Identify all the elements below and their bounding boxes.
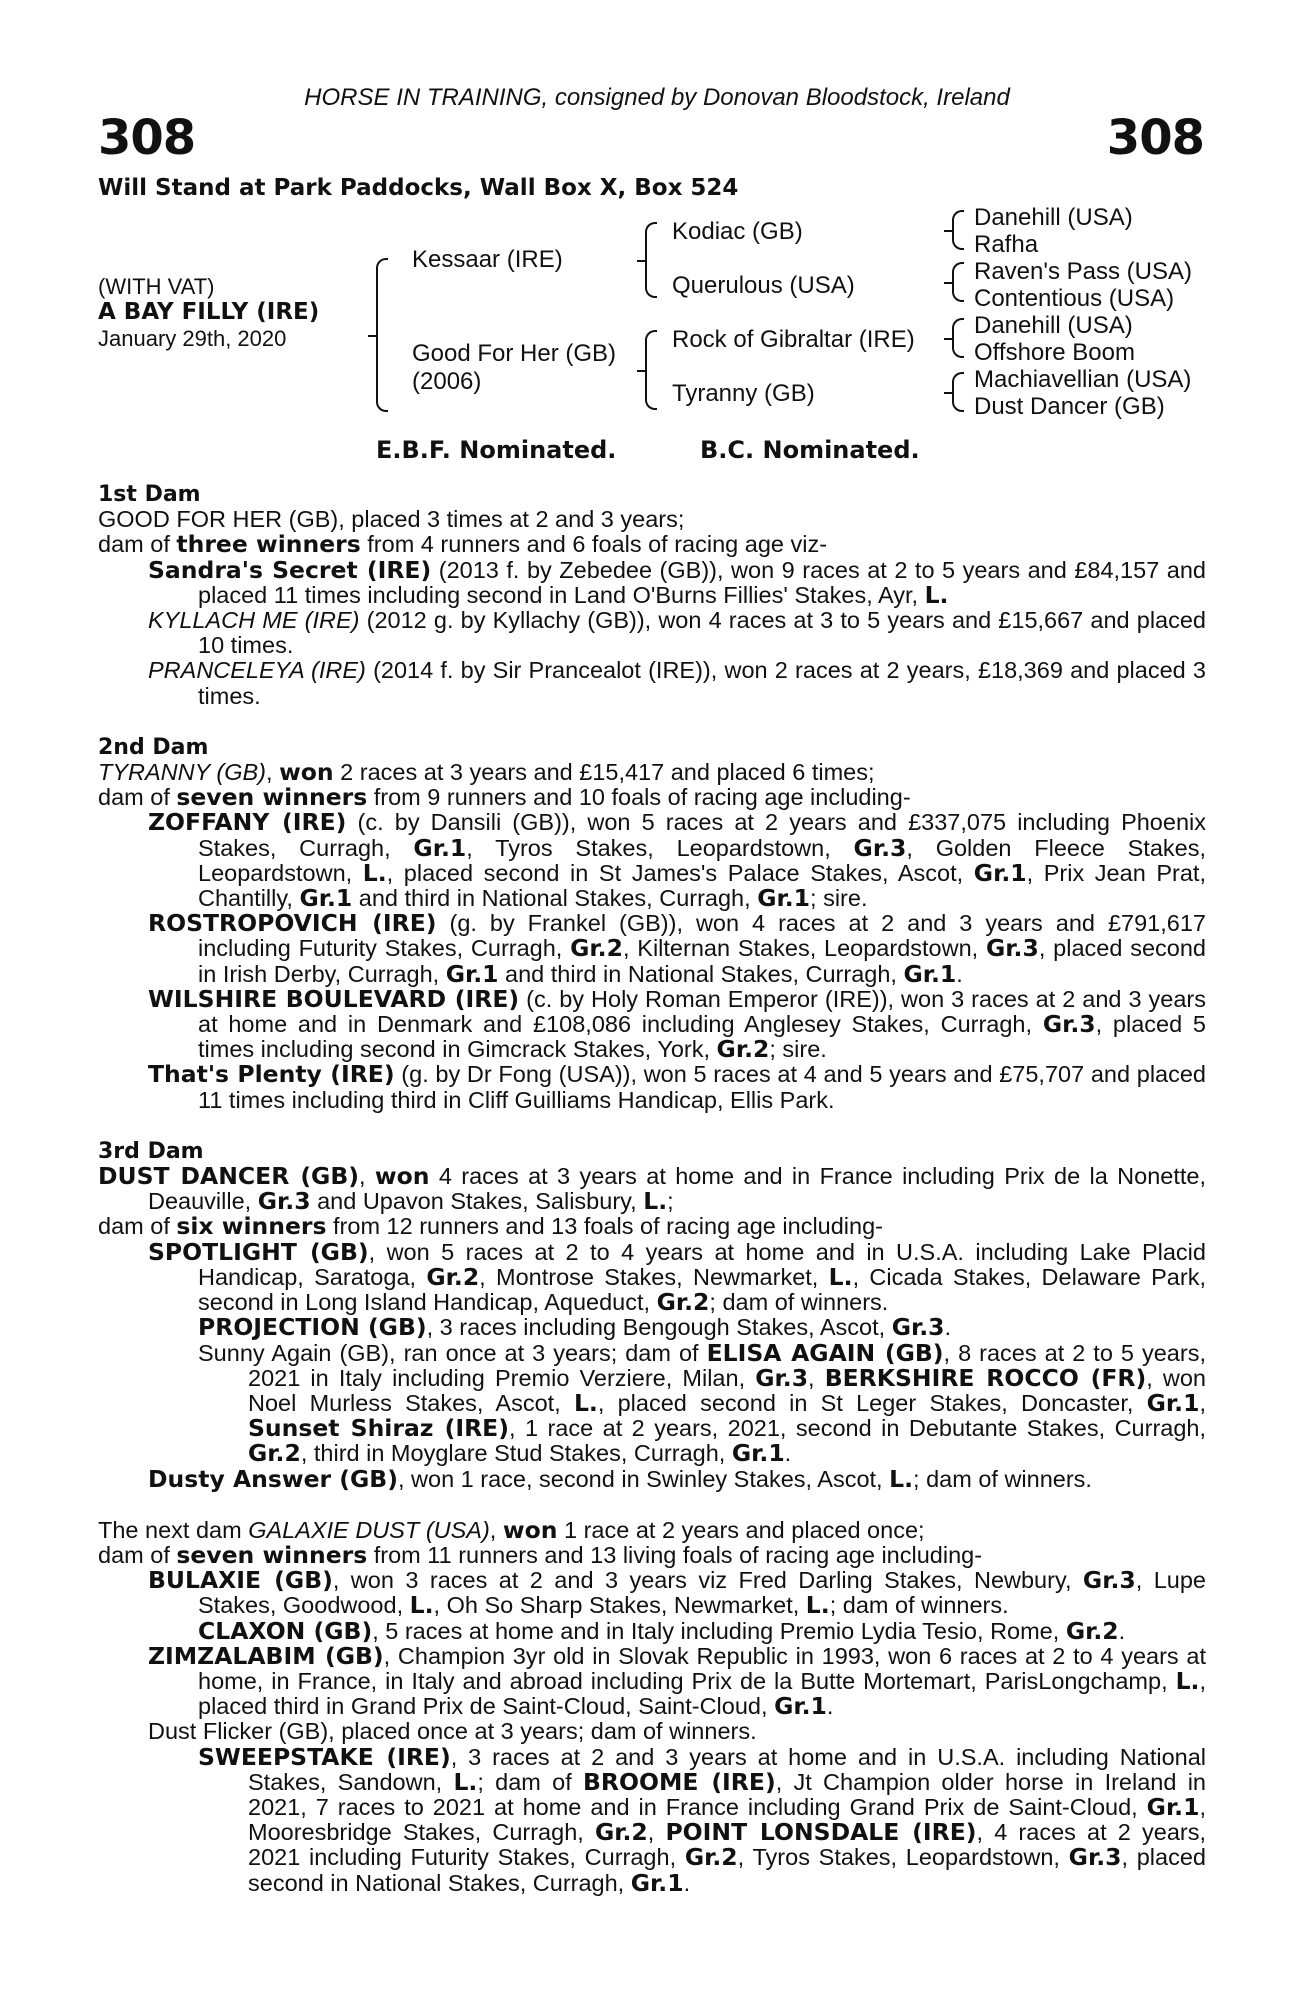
bc-nomination: B.C. Nominated. — [700, 436, 920, 464]
horse-name: A BAY FILLY (IRE) — [98, 299, 320, 325]
produce-entry: That's Plenty (IRE) (g. by Dr Fong (USA)), won 5 races at 4 and 5 years and £75,707 and placed 11 times including third in Cliff Guilliams Handicap, Ellis Park. — [148, 1060, 1206, 1113]
pedigree-dam-sire: Rock of Gibraltar (IRE) — [672, 326, 915, 353]
first-dam-heading: 1st Dam — [98, 482, 201, 507]
pedigree-dam-year: (2006) — [412, 368, 482, 395]
produce-entry: Sandra's Secret (IRE) (2013 f. by Zebedee (GB)), won 9 races at 2 to 5 years and £84,157 and placed 11 times including second in Land O'Burns Fillies' Stakes, Ayr, L. — [148, 555, 1206, 609]
produce-entry: SWEEPSTAKE (IRE), 3 races at 2 and 3 years at home and in U.S.A. including National Stakes, Sandown, L.; dam of BROOME (IRE), Jt Champion older horse in Ireland in 2021, 7 races to 2021 at home and in France including Grand Prix de Saint-Cloud, Gr.1, Mooresbridge Stakes, Curragh, Gr.2, POINT LONSDALE (IRE), 4 races at 2 years, 2021 including Futurity Stakes, Curragh, Gr.2, Tyros Stakes, Leopardstown, Gr.3, placed second in National Stakes, Curragh, Gr.1. — [198, 1742, 1207, 1897]
pedigree-brace-g4 — [952, 372, 964, 412]
produce-entry: ZOFFANY (IRE) (c. by Dansili (GB)), won 5 races at 2 years and £337,075 including Phoenix Stakes, Curragh, Gr.1, Tyros Stakes, Leopardstown, Gr.3, Golden Fleece Stakes, Leopardstown, L., placed second in St James's Palace Stakes, Ascot, Gr.1, Prix Jean Prat, Chantilly, Gr.1 and third in National Stakes, Curragh, Gr.1; sire. — [148, 808, 1206, 913]
first-dam-summary: dam of three winners from 4 runners and 6 foals of racing age viz- — [98, 530, 828, 559]
produce-entry: KYLLACH ME (IRE) (2012 g. by Kyllachy (GB)), won 4 races at 3 to 5 years and £15,667 and placed 10 times. — [148, 607, 1206, 659]
pedigree-g7: Machiavellian (USA) — [974, 366, 1192, 393]
produce-entry: PROJECTION (GB), 3 races including Bengough Stakes, Ascot, Gr.3. — [198, 1313, 952, 1342]
second-dam-line: TYRANNY (GB), won 2 races at 3 years and £15,417 and placed 6 times; — [98, 758, 875, 787]
pedigree-g3: Raven's Pass (USA) — [974, 258, 1192, 285]
produce-entry: WILSHIRE BOULEVARD (IRE) (c. by Holy Roman Emperor (IRE)), won 3 races at 2 and 3 years at home and in Denmark and £108,086 including Anglesey Stakes, Curragh, Gr.3, placed 5 times including second in Gimcrack Stakes, York, Gr.2; sire. — [148, 984, 1207, 1064]
pedigree-sire-sire: Kodiac (GB) — [672, 218, 803, 245]
ebf-nomination: E.B.F. Nominated. — [376, 436, 617, 464]
pedigree-brace-sire — [645, 222, 657, 298]
third-dam-heading: 3rd Dam — [98, 1138, 204, 1164]
produce-entry: SPOTLIGHT (GB), won 5 races at 2 to 4 years at home and in U.S.A. including Lake Placid Handicap, Saratoga, Gr.2, Montrose Stakes, Newmarket, L., Cicada Stakes, Delaware Park, second in Long Island Handicap, Aqueduct, Gr.2; dam of winners. — [148, 1237, 1206, 1317]
produce-entry: PRANCELEYA (IRE) (2014 f. by Sir Prancealot (IRE)), won 2 races at 2 years, £18,369 and placed 3 times. — [148, 657, 1206, 709]
second-dam-summary: dam of seven winners from 9 runners and 10 foals of racing age including- — [98, 783, 911, 812]
produce-entry: ROSTROPOVICH (IRE) (g. by Frankel (GB)), won 4 races at 2 and 3 years and £791,617 including Futurity Stakes, Curragh, Gr.2, Kilternan Stakes, Leopardstown, Gr.3, placed second in Irish Derby, Curragh, Gr.1 and third in National Stakes, Curragh, Gr.1. — [148, 909, 1206, 988]
pedigree-brace-main — [376, 258, 388, 412]
next-dam-summary: dam of seven winners from 11 runners and 13 living foals of racing age including- — [98, 1540, 983, 1569]
produce-entry: BULAXIE (GB), won 3 races at 2 and 3 years viz Fred Darling Stakes, Newbury, Gr.3, Lupe Stakes, Goodwood, L., Oh So Sharp Stakes, Newmarket, L.; dam of winners. — [148, 1566, 1206, 1620]
produce-entry: Dusty Answer (GB), won 1 race, second in Swinley Stakes, Ascot, L.; dam of winners. — [148, 1464, 1092, 1493]
produce-entry: ZIMZALABIM (GB), Champion 3yr old in Slovak Republic in 1993, won 6 races at 2 to 4 years at home, in France, in Italy and abroad including Prix de la Butte Mortemart, ParisLongchamp, L., placed third in Grand Prix de Saint-Cloud, Saint-Cloud, Gr.1. — [148, 1641, 1206, 1721]
vat-label: (WITH VAT) — [98, 274, 215, 299]
first-dam-line: GOOD FOR HER (GB), placed 3 times at 2 and 3 years; — [98, 506, 685, 533]
pedigree-g8: Dust Dancer (GB) — [974, 393, 1165, 420]
stand-location: Will Stand at Park Paddocks, Wall Box X, Box 524 — [98, 175, 739, 201]
pedigree-brace-g1 — [952, 210, 964, 250]
produce-entry: Sunny Again (GB), ran once at 3 years; dam of ELISA AGAIN (GB), 8 races at 2 to 5 years, 2021 in Italy including Premio Verziere, Milan, Gr.3, BERKSHIRE ROCCO (FR), won Noel Murless Stakes, Ascot, L., placed second in St Leger Stakes, Doncaster, Gr.1, Sunset Shiraz (IRE), 1 race at 2 years, 2021, second in Debutante Stakes, Curragh, Gr.2, third in Moyglare Stud Stakes, Curragh, Gr.1. — [198, 1338, 1207, 1468]
pedigree-sire: Kessaar (IRE) — [412, 246, 563, 273]
third-dam-summary: dam of six winners from 12 runners and 13 foals of racing age including- — [98, 1212, 883, 1241]
pedigree-sire-dam: Querulous (USA) — [672, 272, 855, 299]
pedigree-dam: Good For Her (GB) — [412, 340, 617, 367]
produce-entry: CLAXON (GB), 5 races at home and in Italy including Premio Lydia Tesio, Rome, Gr.2. — [198, 1616, 1126, 1645]
produce-record — [98, 482, 1206, 1896]
pedigree-brace-g3 — [952, 318, 964, 358]
pedigree-dam-dam: Tyranny (GB) — [672, 380, 815, 407]
pedigree-brace-g2 — [952, 262, 964, 302]
consignment-header: HORSE IN TRAINING, consigned by Donovan Bloodstock, Ireland — [304, 84, 1010, 111]
pedigree-g1: Danehill (USA) — [974, 204, 1133, 231]
lot-number-left: 308 — [98, 110, 196, 166]
pedigree-brace-dam — [645, 330, 657, 410]
second-dam-heading: 2nd Dam — [98, 734, 209, 760]
third-dam-line: DUST DANCER (GB), won 4 races at 3 years at home and in France including Prix de la Nonette, Deauville, Gr.3 and Upavon Stakes, Salisbury, L.; — [98, 1162, 1206, 1216]
produce-entry: Dust Flicker (GB), placed once at 3 years; dam of winners. — [148, 1718, 757, 1745]
pedigree-g5: Danehill (USA) — [974, 312, 1133, 339]
next-dam-line: The next dam GALAXIE DUST (USA), won 1 race at 2 years and placed once; — [98, 1515, 925, 1544]
pedigree-g6: Offshore Boom — [974, 339, 1135, 366]
pedigree-g2: Rafha — [974, 231, 1039, 258]
lot-number-right: 308 — [1106, 110, 1204, 166]
foaling-date: January 29th, 2020 — [98, 326, 287, 351]
pedigree-g4: Contentious (USA) — [974, 285, 1175, 312]
